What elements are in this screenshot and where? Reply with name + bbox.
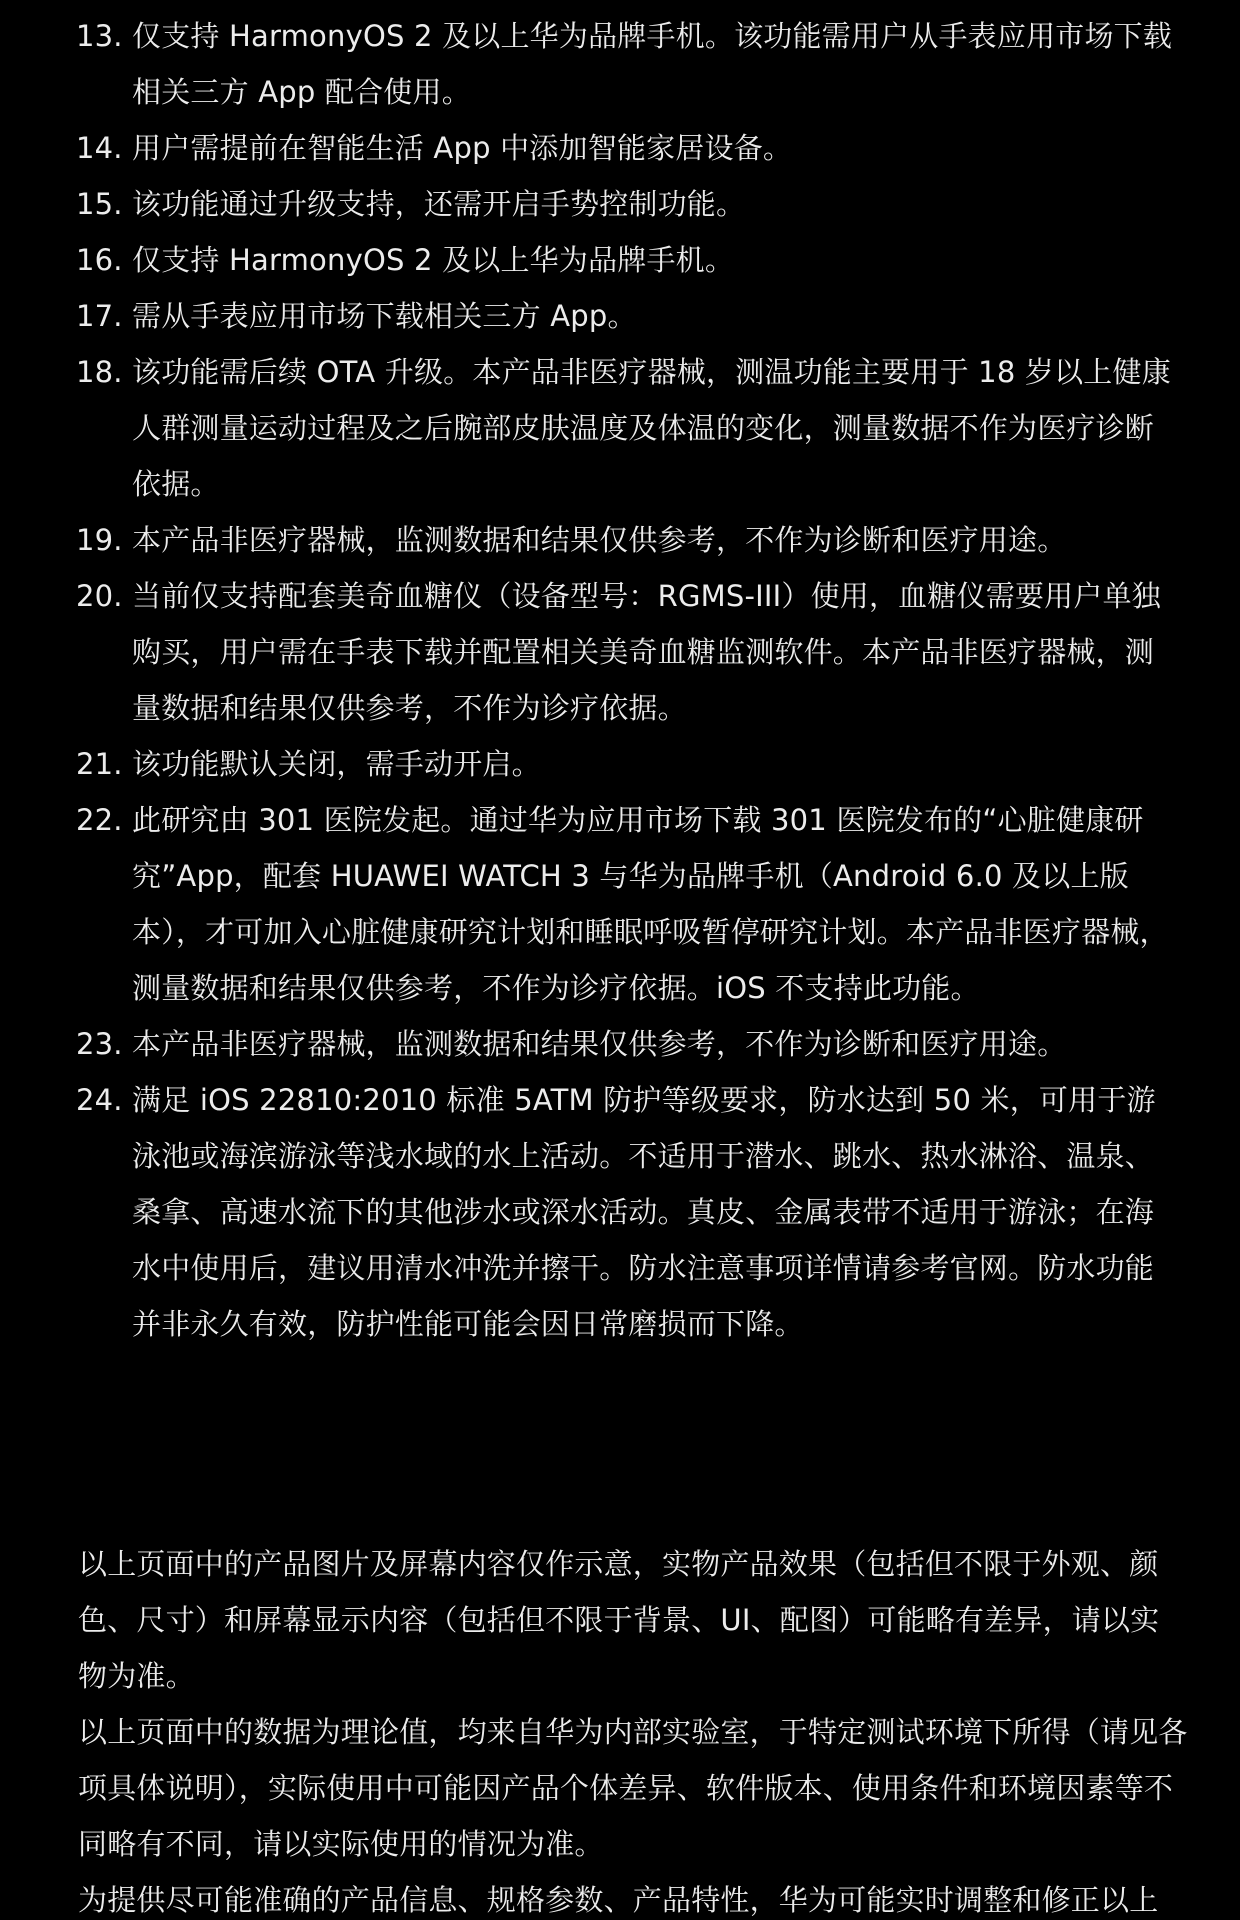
footnote-item: [76, 736, 1176, 792]
footnote-text: 此研究由 301 医院发起。通过华为应用市场下载 301 医院发布的“心脏健康研究”App，配套 HUAWEI WATCH 3 与华为品牌手机（Android 6.0 及以上版本），才可加入心脏健康研究计划和睡眠呼吸暂停研究计划。本产品非医疗器械，测量数据和结果仅供参考，不作为诊疗依据。iOS 不支持此功能。: [132, 803, 1169, 1005]
footnote-item: [76, 792, 1176, 1016]
footnote-text: 该功能默认关闭，需手动开启。: [132, 747, 541, 781]
footnote-number: 16.: [76, 243, 123, 277]
footnote-list: [76, 8, 1176, 1352]
footnote-number: 24.: [76, 1083, 123, 1117]
footnote-text: 该功能需后续 OTA 升级。本产品非医疗器械，测温功能主要用于 18 岁以上健康人群测量运动过程及之后腕部皮肤温度及体温的变化，测量数据不作为医疗诊断依据。: [132, 355, 1171, 501]
disclaimer-paragraph: 为提供尽可能准确的产品信息、规格参数、产品特性，华为可能实时调整和修正以上: [78, 1883, 1159, 1917]
footnote-text: 仅支持 HarmonyOS 2 及以上华为品牌手机。该功能需用户从手表应用市场下载相关三方 App 配合使用。: [132, 19, 1173, 109]
footnote-number: 23.: [76, 1027, 123, 1061]
footnote-text: 仅支持 HarmonyOS 2 及以上华为品牌手机。: [132, 243, 735, 277]
footnote-item: [76, 8, 1176, 120]
footnote-number: 13.: [76, 19, 123, 53]
footnote-text: 本产品非医疗器械，监测数据和结果仅供参考，不作为诊断和医疗用途。: [132, 1027, 1067, 1061]
footnote-number: 15.: [76, 187, 123, 221]
footnote-text: 该功能通过升级支持，还需开启手势控制功能。: [132, 187, 746, 221]
disclaimer-section: [78, 1536, 1188, 1920]
footnote-text: 需从手表应用市场下载相关三方 App。: [132, 299, 637, 333]
footnote-item: [76, 1072, 1176, 1352]
disclaimer-paragraph: 以上页面中的数据为理论值，均来自华为内部实验室，于特定测试环境下所得（请见各项具体说明），实际使用中可能因产品个体差异、软件版本、使用条件和环境因素等不同略有不同，请以实际使用的情况为准。: [78, 1715, 1188, 1861]
footnote-text: 用户需提前在智能生活 App 中添加智能家居设备。: [132, 131, 793, 165]
footnote-item: [76, 568, 1176, 736]
footnote-number: 18.: [76, 355, 123, 389]
footnote-text: 本产品非医疗器械，监测数据和结果仅供参考，不作为诊断和医疗用途。: [132, 523, 1067, 557]
footnote-item: [76, 344, 1176, 512]
footnote-item: [76, 288, 1176, 344]
footnote-item: [76, 120, 1176, 176]
footnote-number: 22.: [76, 803, 123, 837]
footnote-number: 21.: [76, 747, 123, 781]
footnote-item: [76, 176, 1176, 232]
footnote-number: 20.: [76, 579, 123, 613]
footnote-item: [76, 1016, 1176, 1072]
footnote-item: [76, 232, 1176, 288]
footnote-text: 满足 iOS 22810:2010 标准 5ATM 防护等级要求，防水达到 50 米，可用于游泳池或海滨游泳等浅水域的水上活动。不适用于潜水、跳水、热水淋浴、温泉、桑拿、高速水流下的其他涉水或深水活动。真皮、金属表带不适用于游泳；在海水中使用后，建议用清水冲洗并擦干。防水注意事项详情请参考官网。防水功能并非永久有效，防护性能可能会因日常磨损而下降。: [132, 1083, 1156, 1341]
footnote-number: 14.: [76, 131, 123, 165]
footnote-number: 19.: [76, 523, 123, 557]
disclaimer-paragraph: 以上页面中的产品图片及屏幕内容仅作示意，实物产品效果（包括但不限于外观、颜色、尺寸）和屏幕显示内容（包括但不限于背景、UI、配图）可能略有差异，请以实物为准。: [78, 1547, 1160, 1693]
footnote-item: [76, 512, 1176, 568]
footnote-number: 17.: [76, 299, 123, 333]
footnote-text: 当前仅支持配套美奇血糖仪（设备型号：RGMS-III）使用，血糖仪需要用户单独购买，用户需在手表下载并配置相关美奇血糖监测软件。本产品非医疗器械，测量数据和结果仅供参考，不作为诊疗依据。: [132, 579, 1161, 725]
